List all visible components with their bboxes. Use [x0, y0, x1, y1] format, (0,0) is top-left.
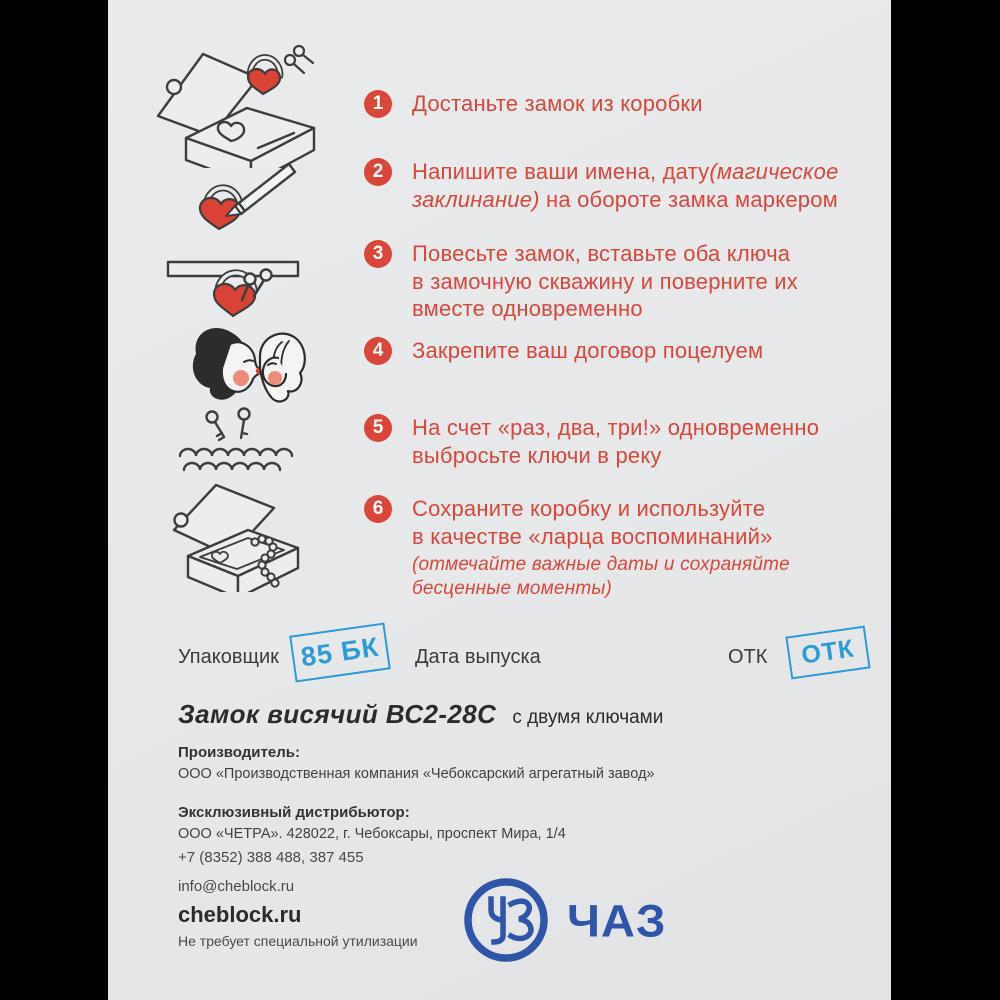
otk-stamp: ОТК	[785, 626, 870, 680]
open-box-with-lock-icon	[146, 40, 324, 168]
step-6-text	[412, 495, 882, 600]
chaz-logo	[460, 874, 666, 966]
step-1-text	[412, 90, 882, 118]
step-4-number-badge: 4	[364, 337, 392, 365]
disposal-note: Не требует специальной утилизации	[178, 933, 418, 949]
step-4-text	[412, 337, 882, 365]
marker-writing-on-lock-icon	[178, 158, 300, 238]
email-address: info@cheblock.ru	[178, 878, 295, 895]
step-2-line	[412, 158, 882, 186]
step-6-number-badge: 6	[364, 495, 392, 523]
chaz-emblem-icon	[460, 874, 552, 966]
kissing-couple-icon	[188, 320, 310, 404]
step-5-line: На счет «раз, два, три!» одновременно	[412, 415, 820, 440]
step-3-text	[412, 240, 882, 323]
packer-label: Упаковщик	[178, 646, 279, 668]
manufacturer-block	[178, 744, 655, 782]
phone-number: +7 (8352) 388 488, 387 455	[178, 849, 364, 866]
step-5-text	[412, 414, 882, 469]
step-4-line: Закрепите ваш договор поцелуем	[412, 338, 764, 363]
manufacturer-label: Производитель:	[178, 744, 300, 761]
otk-label: ОТК	[728, 646, 768, 668]
distributor-value: ООО «ЧЕТРА». 428022, г. Чебоксары, проспект Мира, 1/4	[178, 826, 566, 842]
keys-thrown-into-river-icon	[174, 406, 312, 480]
step-2-line	[412, 186, 882, 214]
memory-box-with-chain-icon	[158, 480, 306, 592]
release-date-label: Дата выпуска	[415, 646, 541, 668]
chaz-wordmark: ЧАЗ	[567, 894, 667, 946]
packer-stamp: 85 БК	[289, 623, 391, 683]
step-2-text	[412, 158, 882, 213]
step-2-line2-plain: на обороте замка маркером	[539, 186, 838, 212]
distributor-block	[178, 804, 566, 842]
step-3-number-badge: 3	[364, 240, 392, 268]
step-3-line: в замочную скважину и поверните их	[412, 268, 798, 294]
step-6-line: Сохраните коробку и используйте	[412, 496, 766, 521]
instruction-leaflet	[108, 0, 891, 1000]
website-url: cheblock.ru	[178, 902, 302, 927]
step-2-line2-italic: заклинание)	[412, 186, 540, 212]
step-2-line1-plain: Напишите ваши имена, дату	[412, 159, 710, 184]
step-1-number-badge: 1	[364, 90, 392, 118]
step-5-line: выбросьте ключи в реку	[412, 442, 662, 468]
manufacturer-value: ООО «Производственная компания «Чебоксарский агрегатный завод»	[178, 766, 655, 782]
step-1-line: Достаньте замок из коробки	[412, 91, 703, 116]
step-3-line: вместе одновременно	[412, 296, 643, 321]
step-2-number-badge: 2	[364, 158, 392, 186]
step-5-number-badge: 5	[364, 414, 392, 442]
product-title-row	[178, 699, 663, 730]
step-3-line: Повесьте замок, вставьте оба ключа	[412, 241, 791, 266]
product-title: Замок висячий ВС2-28С	[178, 699, 497, 729]
step-6-note-line: (отмечайте важные даты и сохраняйте	[412, 554, 790, 575]
distributor-label: Эксклюзивный дистрибьютор:	[178, 804, 410, 821]
lock-hanging-on-bar-icon	[166, 238, 300, 324]
step-6-note-line: бесценные моменты)	[412, 577, 613, 599]
step-6-line: в качестве «ларца воспоминаний»	[412, 523, 773, 549]
product-subtitle: с двумя ключами	[512, 707, 664, 728]
step-2-line1-italic: (магическое	[709, 159, 839, 184]
